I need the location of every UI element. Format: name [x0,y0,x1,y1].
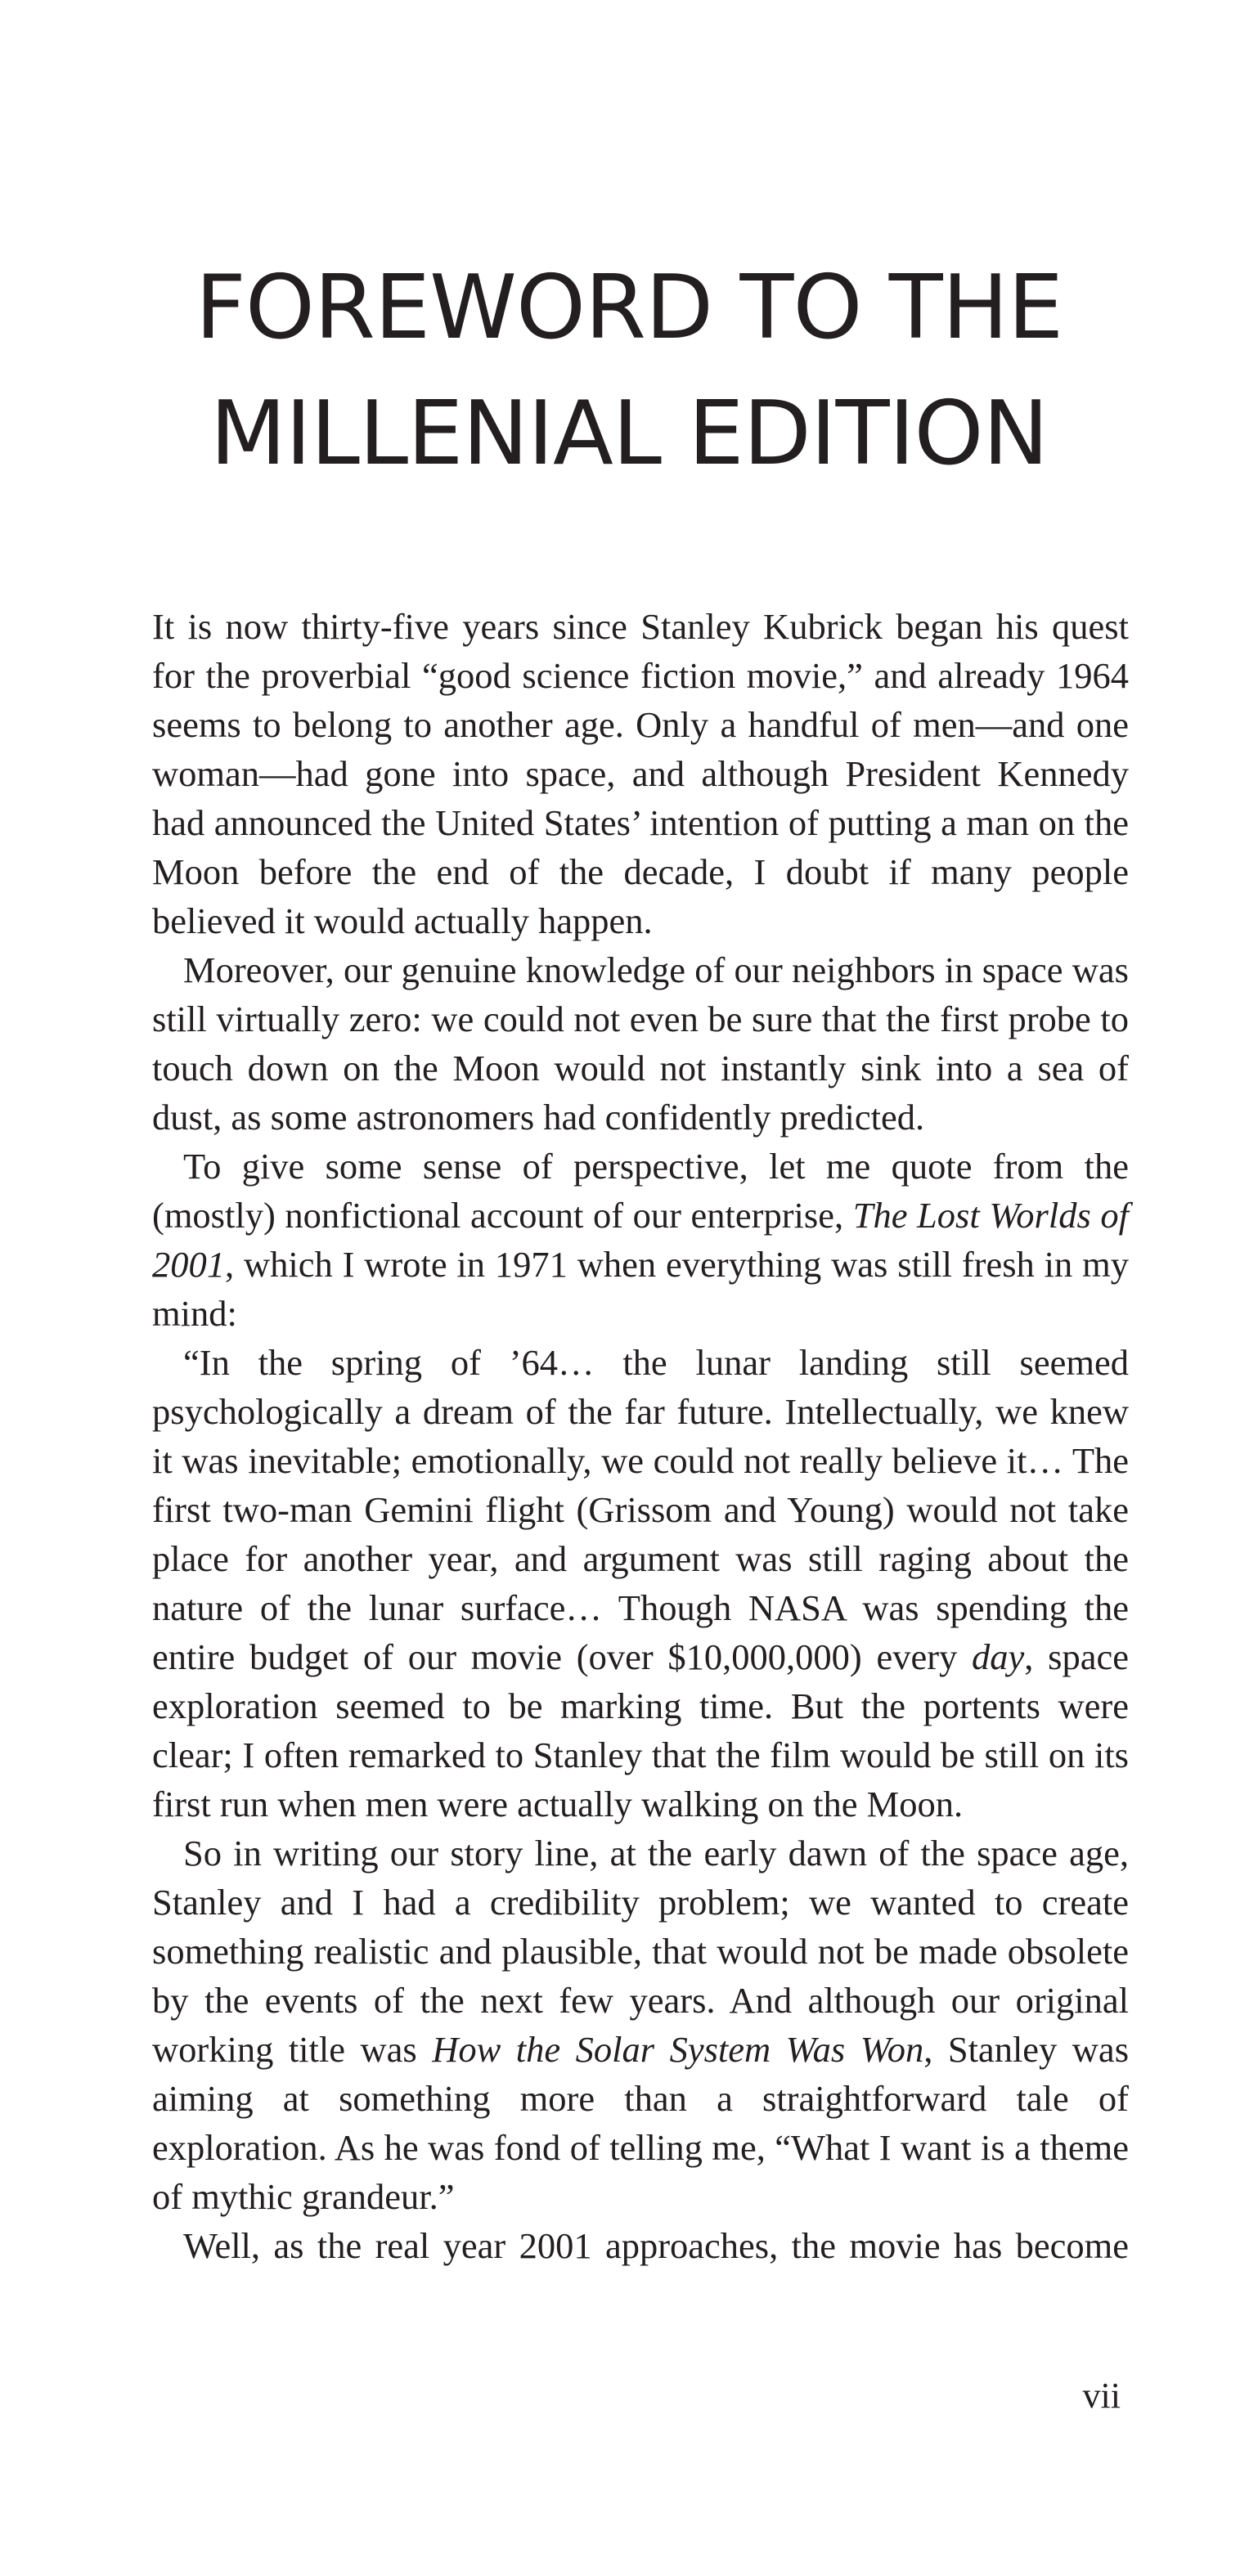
paragraph-5 [152,1829,1129,2221]
working-title-solar-system: How the Solar System Was Won [432,2029,924,2070]
body-text [152,602,1129,2270]
chapter-title-line-2: MILLENIAL EDITION [209,383,1049,485]
paragraph-2-text: Moreover, our genuine knowledge of our neighbors in space was still virtually zero: we could not even be sure that the first probe to touch down on the Moon would not instantly sink into a sea of dust, as some astronomers had confidently predicted. [152,949,1129,1138]
page-number: vii [1082,2376,1121,2416]
paragraph-1-text: It is now thirty-five years since Stanley Kubrick began his quest for the proverbial “good science fiction movie,” and already 1964 seems to belong to another age. Only a handful of men—and one woman—had gone into space, and although President Kennedy had announced the United States’ intention of putting a man on the Moon before the end of the decade, I doubt if many people believed it would actually happen. [152,606,1129,941]
paragraph-1 [152,602,1129,945]
paragraph-6 [152,2221,1129,2270]
paragraph-5-text-after: , Stanley was aiming at something more than a straightforward tale of exploration. As he was fond of telling me, “What I want is a theme of mythic grandeur.” [152,2029,1130,2217]
paragraph-4-quotation [152,1338,1129,1829]
paragraph-2 [152,945,1129,1142]
paragraph-6-text: Well, as the real year 2001 approaches, the movie has become [183,2225,1129,2266]
paragraph-4-text-after: , space exploration seemed to be marking time. But the portents were clear; I often remarked to Stanley that the film would be still on its first run when men were actually walking on the Moon. [152,1636,1129,1824]
paragraph-3-text-after: , which I wrote in 1971 when everything was still fresh in my mind: [152,1244,1129,1334]
chapter-title [0,245,1258,497]
paragraph-5-text-before: So in writing our story line, at the early dawn of the space age, Stanley and I had a credibility problem; we wanted to create something realistic and plausible, that would not be made obsolete by the events of the next few years. And although our original working title was [152,1833,1129,2070]
paragraph-3 [152,1142,1129,1338]
book-title-lost-worlds: The Lost Worlds of 2001 [152,1195,1130,1285]
paragraph-4-text-before: “In the spring of ’64… the lunar landing still seemed psychologically a dream of the far future. Intellectually, we knew it was inevitable; emotionally, we could not really believe it… The first two-man Gemini flight (Grissom and Young) would not take place for another year, and argument was still raging about the nature of the lunar surface… Though NASA was spending the entire budget of our movie (over $10,000,000) every [152,1342,1129,1677]
emphasis-day: day [972,1636,1025,1677]
paragraph-3-text-before: To give some sense of perspective, let me quote from the (mostly) nonfictional account of our enterprise, [152,1146,1129,1236]
chapter-title-line-1: FOREWORD TO THE [195,257,1063,359]
